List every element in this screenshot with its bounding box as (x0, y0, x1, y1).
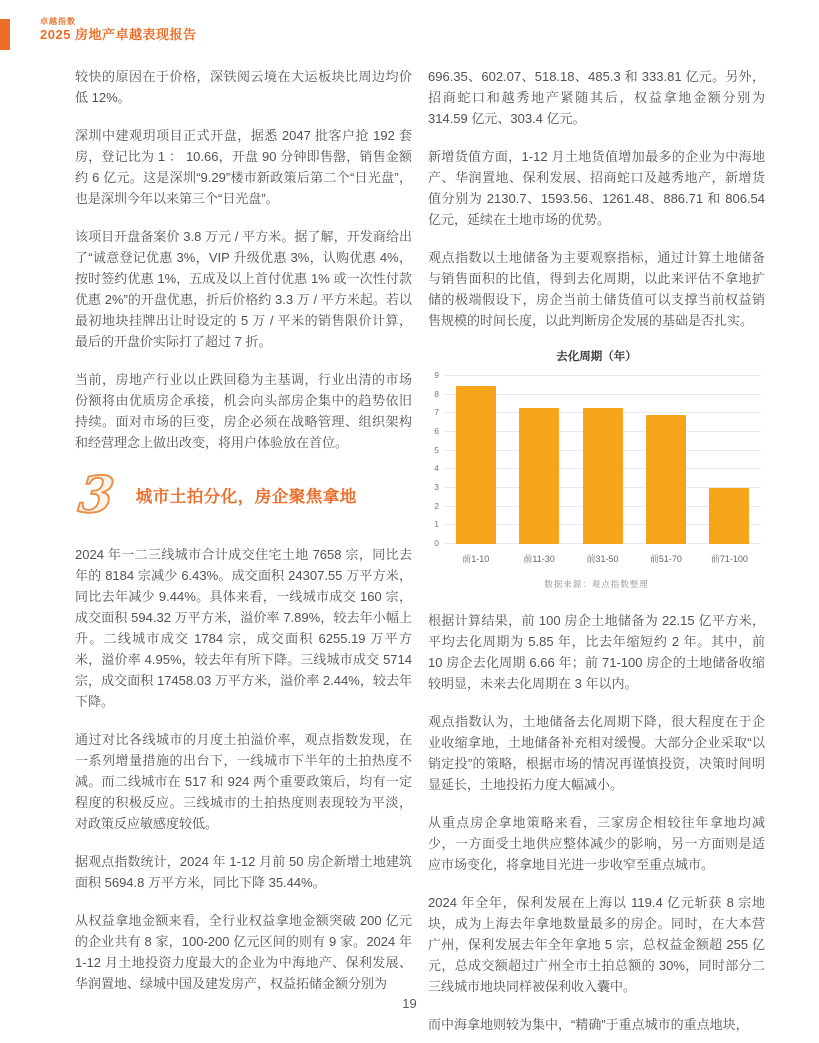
paragraph: 据观点指数统计，2024 年 1-12 月前 50 房企新增土地建筑面积 5694.8 万平方米，同比下降 35.44%。 (75, 854, 412, 890)
paragraph: 而中海拿地则较为集中，“精确”于重点城市的重点地块， (428, 1017, 749, 1032)
paragraph: 当前，房地产行业以止跌回稳为主基调，行业出清的市场份额将由优质房企承接，机会向头部房企集中的趋势依旧持续。面对市场的巨变，房企必须在战略管理、组织架构和经营理念上做出改变，将用户体验放在首位。 (75, 372, 412, 450)
section-number: 3 (75, 465, 117, 524)
content-columns (75, 66, 765, 1043)
paragraph: 通过对比各线城市的月度土拍溢价率，观点指数发现，在一系列增量措施的出台下，一线城市下半年的土拍热度不减。而二线城市在 517 和 924 两个重要政策后，均有一定程度的积极反应。三线城市的土拍热度则表现较为平淡，对政策反应敏感度较低。 (75, 732, 412, 831)
right-column (428, 66, 765, 1043)
paragraph: 2024 年一二三线城市合计成交住宅土地 7658 宗，同比去年的 8184 宗减少 6.43%。成交面积 24307.55 万平方米，同比去年减少 9.44%。具体来看，一线城市成交 160 宗，成交面积 594.32 万平方米，溢价率 7.89%，较去年小幅上升。二线城市成交 1784 宗，成交面积 6255.19 万平方米，溢价率 4.95%，较去年有所下降。三线城市成交 5714 宗，成交面积 17458.03 万平方米，溢价率 2.44%，较去年下降。 (75, 547, 412, 709)
bar-slot (634, 376, 697, 564)
y-axis-tick-label: 7 (434, 407, 439, 418)
paragraph: 观点指数以土地储备为主要观察指标，通过计算土地储备与销售面积的比值，得到去化周期，以此来评估不拿地扩储的极端假设下，房企当前土储货值可以支撑当前权益销售规模的时间长度，以此判断房企发展的基础是否扎实。 (428, 250, 765, 328)
chart-title: 去化周期（年） (556, 351, 637, 363)
y-axis-tick-label: 9 (434, 369, 439, 380)
paragraph: 观点指数认为，土地储备去化周期下降，很大程度在于企业收缩拿地，土地储备补充相对缓慢。大部分企业采取“以销定投”的策略，根据市场的情况再谨慎投资，决策时间明显延长，土地投拓力度大幅减小。 (428, 714, 765, 792)
brand-small-label: 卓越指数 (40, 17, 76, 26)
x-axis-tick-label: 前71-100 (710, 554, 748, 564)
bar (519, 408, 559, 544)
bars-container (444, 376, 761, 564)
brand-accent-bar (0, 19, 10, 50)
left-column (75, 66, 412, 1043)
page-number: 19 (402, 996, 417, 1011)
deconsolidation-cycle-chart (428, 348, 765, 590)
x-axis-tick-label: 前11-30 (523, 554, 555, 564)
paragraph: 深圳中建观玥项目正式开盘，据悉 2047 批客户抢 192 套房，登记比为 1 ： 10.66，开盘 90 分钟即售罄，销售金额约 6 亿元。这是深圳“9.29”楼市新政策后第二个“日光盘”，也是深圳今年以来第三个“日光盘”。 (75, 128, 412, 206)
chart-source: 数据来源：观点指数整理 (544, 579, 649, 589)
bar-slot (571, 376, 634, 564)
y-axis-tick-label: 3 (434, 481, 439, 492)
brand-title: 2025 房地产卓越表现报告 (40, 27, 197, 42)
y-axis-tick-label: 0 (434, 537, 439, 548)
bar-slot (444, 376, 507, 564)
chart-plot (434, 369, 761, 564)
section-title: 城市土拍分化，房企聚焦拿地 (135, 488, 357, 506)
paragraph: 较快的原因在于价格，深铁阅云境在大运板块比周边均价低 12%。 (75, 69, 412, 105)
bar (583, 408, 623, 544)
brand-block (40, 17, 197, 43)
y-axis-tick-label: 8 (434, 388, 439, 399)
paragraph: 2024 年全年，保利发展在上海以 119.4 亿元斩获 8 宗地块，成为上海去年拿地数量最多的房企。同时，在大本营广州，保利发展去年全年拿地 5 宗，总权益金额超 255 亿元，总成交额超过广州全市土拍总额的 30%，同时部分二三线城市地块同样被保利收入囊中。 (428, 895, 765, 994)
paragraph: 新增货值方面，1-12 月土地货值增加最多的企业为中海地产、华润置地、保利发展、招商蛇口及越秀地产，新增货值分别为 2130.7、1593.56、1261.48、886.71 和 806.54 亿元，延续在土地市场的优势。 (428, 149, 765, 227)
y-axis-tick-label: 1 (434, 519, 439, 530)
paragraph: 696.35、602.07、518.18、485.3 和 333.81 亿元。另外，招商蛇口和越秀地产紧随其后，权益拿地金额分别为 314.59 亿元、303.4 亿元。 (428, 69, 765, 126)
paragraph: 从权益拿地金额来看，全行业权益拿地金额突破 200 亿元的企业共有 8 家，100-200 亿元区间的则有 9 家。2024 年 1-12 月土地投资力度最大的企业为中海地产、保利发展、华润置地、绿城中国及建发房产，权益拓储金额分别为 (75, 913, 412, 991)
y-axis-tick-label: 6 (434, 425, 439, 436)
bar-slot (507, 376, 570, 564)
section-heading (75, 465, 412, 524)
bar (456, 386, 496, 544)
paragraph: 从重点房企拿地策略来看，三家房企相较往年拿地均减少，一方面受土地供应整体减少的影响，另一方面则是适应市场变化，将拿地目光进一步收窄至重点城市。 (428, 815, 765, 872)
y-axis-tick-label: 2 (434, 500, 439, 511)
bar (709, 488, 749, 544)
x-axis-tick-label: 前1-10 (462, 554, 490, 564)
paragraph: 根据计算结果，前 100 房企土地储备为 22.15 亿平方米，平均去化周期为 5.85 年，比去年缩短约 2 年。其中，前 10 房企去化周期 6.66 年；前 71-100 房企的土地储备收缩较明显，未来去化周期在 3 年以内。 (428, 613, 765, 691)
paragraph: 该项目开盘备案价 3.8 万元 / 平方米。据了解，开发商给出了“诚意登记优惠 3%，VIP 升级优惠 3%，认购优惠 4%，按时签约优惠 1%，五成及以上首付优惠 1% 或一次性付款优惠 2%”的开盘优惠，折后价格约 3.3 万 / 平方米起。若以最初地块挂牌出让时设定的 5 万 / 平米的销售限价计算，最后的开盘价实际打了超过 7 折。 (75, 229, 412, 349)
bar-slot (698, 376, 761, 564)
y-axis-tick-label: 4 (434, 463, 439, 474)
x-axis-tick-label: 前31-50 (586, 554, 619, 564)
bar (646, 415, 686, 544)
x-axis-tick-label: 前51-70 (649, 554, 682, 564)
y-axis-tick-label: 5 (434, 444, 439, 455)
